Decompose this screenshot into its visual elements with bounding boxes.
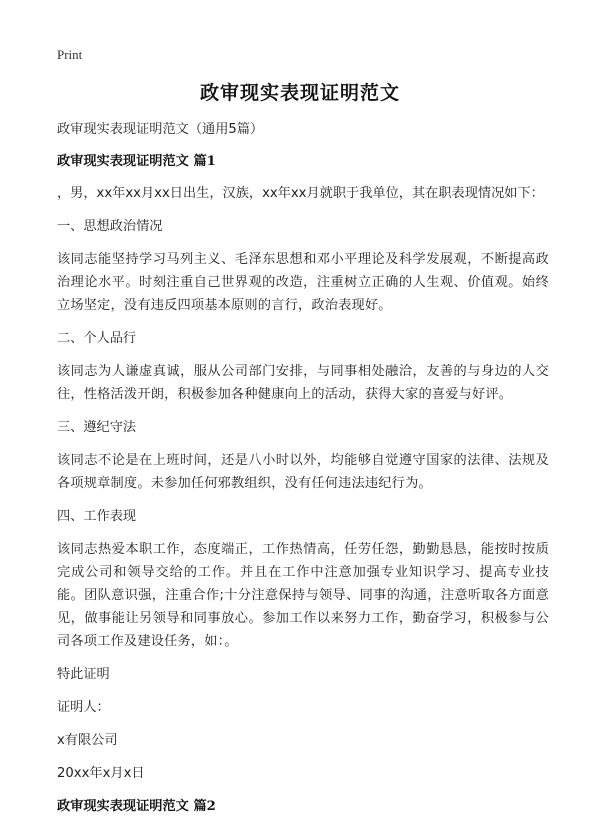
document-title: 政审现实表现证明范文	[199, 82, 400, 104]
part1-body: 该同志能坚持学习马列主义、毛泽东思想和邓小平理论及科学发展观，不断提高政治理论水平。时刻注重自己世界观的改造，注重树立正确的人生观、价值观。始终立场坚定，没有违反四项基本原则的言行，政治表现好。	[57, 252, 549, 313]
witness-label: 证明人：	[57, 700, 110, 715]
part1-title: 一、思想政治情况	[57, 219, 163, 234]
part2-body: 该同志为人谦虚真诚，服从公司部门安排，与同事相处融洽，友善的与身边的人交往，性格活泼开朗，积极参加各种健康向上的活动，获得大家的喜爱与好评。	[57, 364, 549, 402]
part2-title: 二、个人品行	[57, 331, 137, 346]
section-heading-1: 政审现实表现证明范文 篇1	[57, 154, 216, 169]
company-name: x有限公司	[57, 733, 118, 748]
intro-paragraph: ，男，xx年xx月xx日出生，汉族，xx年xx月就职于我单位，其在职表现情况如下：	[57, 186, 544, 201]
document-date: 20xx年x月x日	[57, 766, 145, 781]
document-body	[57, 118, 549, 827]
part3-title: 三、遵纪守法	[57, 420, 137, 435]
section-heading-2: 政审现实表现证明范文 篇2	[57, 799, 216, 814]
document-subtitle: 政审现实表现证明范文（通用5篇）	[57, 122, 264, 137]
print-label: Print	[57, 47, 83, 62]
closing-text: 特此证明	[57, 667, 110, 682]
part4-title: 四、工作表现	[57, 509, 137, 524]
part3-body: 该同志不论是在上班时间，还是八小时以外，均能够自觉遵守国家的法律、法规及各项规章制度。未参加任何邪教组织，没有任何违法违纪行为。	[57, 453, 549, 491]
part4-body: 该同志热爱本职工作，态度端正，工作热情高，任劳任怨，勤勤恳恳，能按时按质完成公司和领导交给的工作。并且在工作中注意加强专业知识学习、提高专业技能。团队意识强，注重合作;十分注意保持与领导、同事的沟通，注意听取各方面意见，做事能让另领导和同事放心。参加工作以来努力工作，勤奋学习，积极参与公司各项工作及建设任务，如：。	[57, 542, 549, 649]
